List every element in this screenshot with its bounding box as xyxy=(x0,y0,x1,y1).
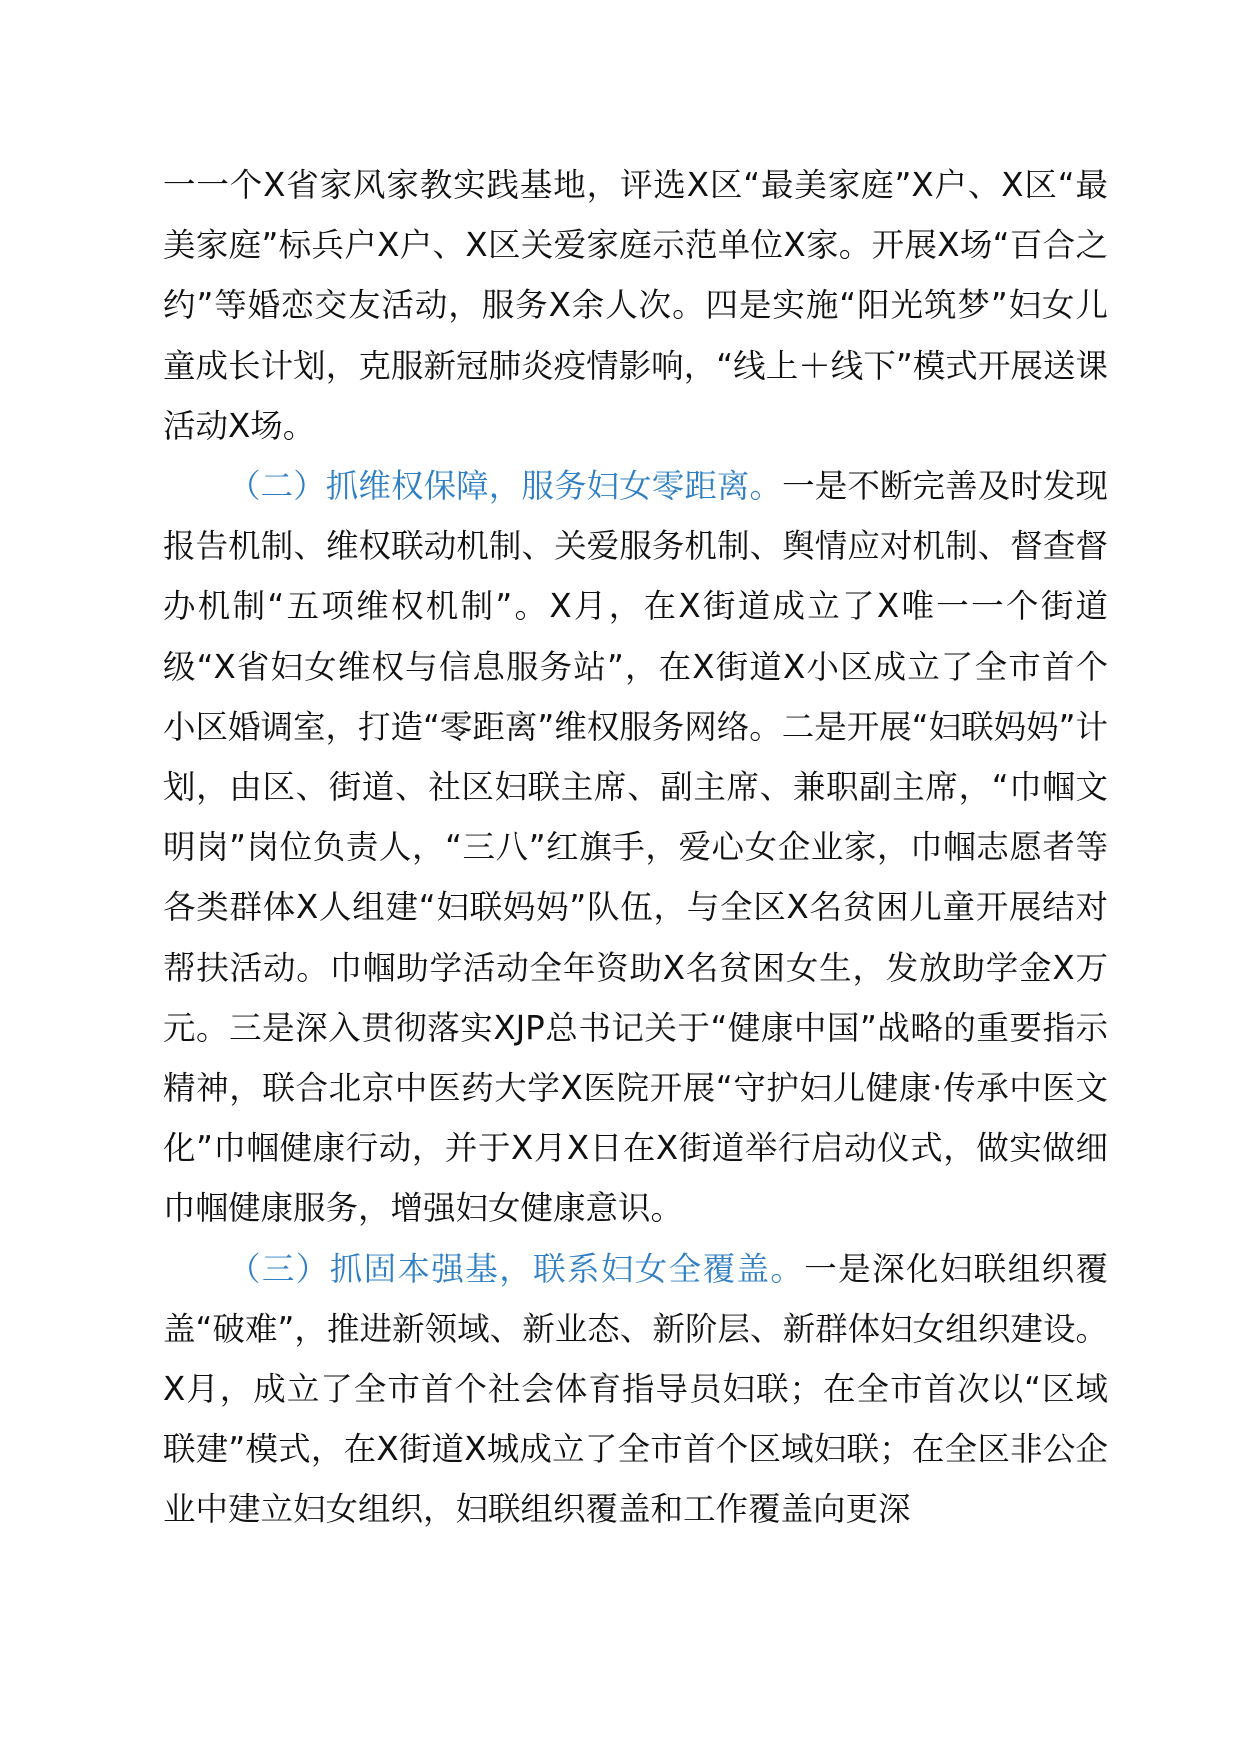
section-heading: （二）抓维权保障，服务妇女零距离。 xyxy=(228,467,783,506)
section-heading: （三）抓固本强基，联系妇女全覆盖。 xyxy=(228,1249,805,1288)
paragraph-rights-protection xyxy=(163,456,1108,1239)
paragraph-body: 一是深化妇联组织覆盖“破难”，推进新领域、新业态、新阶层、新群体妇女组织建设。X月，成立了全市首个社会体育指导员妇联；在全市首次以“区域联建”模式，在X街道X城成立了全市首个区域妇联；在全区非公企业中建立妇女组织，妇联组织覆盖和工作覆盖向更深 xyxy=(163,1249,1108,1529)
paragraph-continuation xyxy=(163,155,1108,456)
paragraph-body: 一是不断完善及时发现报告机制、维权联动机制、关爱服务机制、舆情应对机制、督查督办机制“五项维权机制”。X月，在X街道成立了X唯一一个街道级“X省妇女维权与信息服务站”，在X街道X小区成立了全市首个小区婚调室，打造“零距离”维权服务网络。二是开展“妇联妈妈”计划，由区、街道、社区妇联主席、副主席、兼职副主席，“巾帼文明岗”岗位负责人，“三八”红旗手，爱心女企业家，巾帼志愿者等各类群体X人组建“妇联妈妈”队伍，与全区X名贫困儿童开展结对帮扶活动。巾帼助学活动全年资助X名贫困女生，发放助学金X万元。三是深入贯彻落实XJP总书记关于“健康中国”战略的重要指示精神，联合北京中医药大学X医院开展“守护妇儿健康·传承中医文化”巾帼健康行动，并于X月X日在X街道举行启动仪式，做实做细巾帼健康服务，增强妇女健康意识。 xyxy=(163,467,1108,1228)
paragraph-organization-coverage xyxy=(163,1239,1108,1540)
paragraph-body: 一一个X省家风家教实践基地，评选X区“最美家庭”X户、X区“最美家庭”标兵户X户、X区关爱家庭示范单位X家。开展X场“百合之约”等婚恋交友活动，服务X余人次。四是实施“阳光筑梦”妇女儿童成长计划，克服新冠肺炎疫情影响，“线上＋线下”模式开展送课活动X场。 xyxy=(163,166,1108,445)
document-body xyxy=(163,155,1108,1540)
